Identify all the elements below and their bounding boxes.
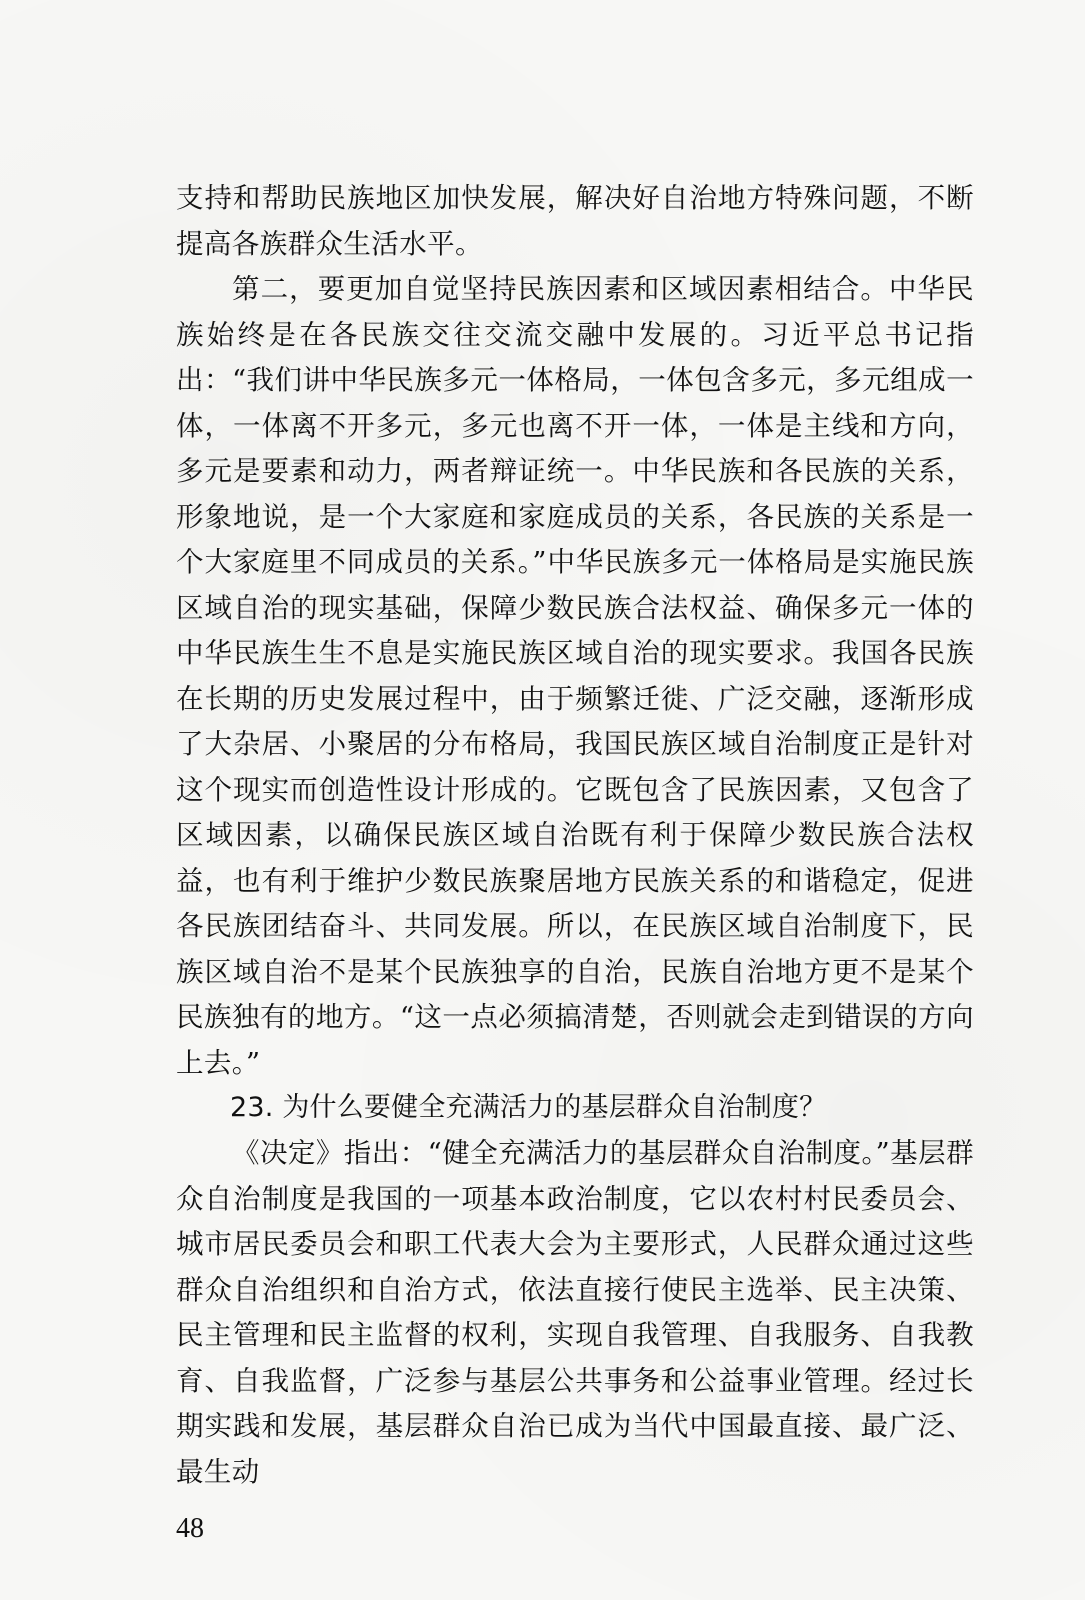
text-block-continuation <box>176 176 974 267</box>
text-block-section-body <box>176 1131 974 1495</box>
paragraph-section-body: 《决定》指出：“健全充满活力的基层群众自治制度。”基层群众自治制度是我国的一项基本政治制度，它以农村村民委员会、城市居民委员会和职工代表大会为主要形式，人民群众通过这些群众自治组织和自治方式，依法直接行使民主选举、民主决策、民主管理和民主监督的权利，实现自我管理、自我服务、自我教育、自我监督，广泛参与基层公共事务和公益事业管理。经过长期实践和发展，基层群众自治已成为当代中国最直接、最广泛、最生动 <box>176 1137 974 1488</box>
section-heading: 23. 为什么要健全充满活力的基层群众自治制度？ <box>230 1092 827 1123</box>
paragraph-continuation: 支持和帮助民族地区加快发展，解决好自治地方特殊问题，不断提高各族群众生活水平。 <box>176 182 974 260</box>
paragraph-second-point: 第二，要更加自觉坚持民族因素和区域因素相结合。中华民族始终是在各民族交往交流交融中发展的。习近平总书记指出：“我们讲中华民族多元一体格局，一体包含多元，多元组成一体，一体离不开多元，多元也离不开一体，一体是主线和方向，多元是要素和动力，两者辩证统一。中华民族和各民族的关系，形象地说，是一个大家庭和家庭成员的关系，各民族的关系是一个大家庭里不同成员的关系。”中华民族多元一体格局是实施民族区域自治的现实基础，保障少数民族合法权益、确保多元一体的中华民族生生不息是实施民族区域自治的现实要求。我国各民族在长期的历史发展过程中，由于频繁迁徙、广泛交融，逐渐形成了大杂居、小聚居的分布格局，我国民族区域自治制度正是针对这个现实而创造性设计形成的。它既包含了民族因素，又包含了区域因素，以确保民族区域自治既有利于保障少数民族合法权益，也有利于维护少数民族聚居地方民族关系的和谐稳定，促进各民族团结奋斗、共同发展。所以，在民族区域自治制度下，民族区域自治不是某个民族独享的自治，民族自治地方更不是某个民族独有的地方。“这一点必须搞清楚，否则就会走到错误的方向上去。” <box>176 273 974 1079</box>
text-block-second-point <box>176 267 974 1086</box>
page-number: 48 <box>176 1513 204 1544</box>
